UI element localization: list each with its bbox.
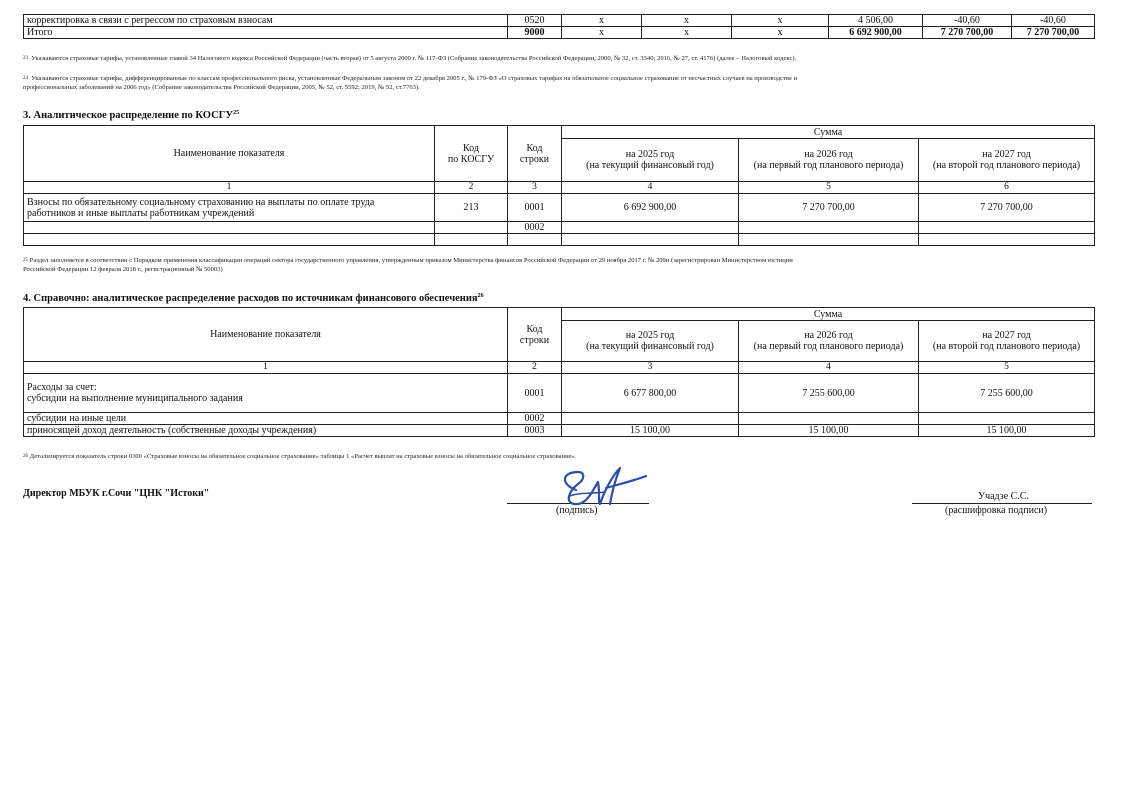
cell: 7 270 700,00 (1012, 27, 1095, 39)
cell: x (562, 27, 642, 39)
footnote-mark: 26 (23, 454, 28, 459)
header-year-2: на 2026 год (на первый год планового периода) (739, 321, 919, 362)
col-number: 5 (919, 362, 1095, 374)
cell: x (562, 15, 642, 27)
row-code: 0003 (508, 425, 562, 437)
header-year-3: на 2027 год (на второй год планового периода) (919, 321, 1095, 362)
row-code: 0002 (508, 222, 562, 234)
header-sum: Сумма (562, 308, 1095, 321)
col-number: 4 (562, 182, 739, 194)
cell (562, 222, 739, 234)
cell: 6 692 900,00 (562, 194, 739, 222)
col-number: 2 (508, 362, 562, 374)
row-code: 0001 (508, 194, 562, 222)
cell: 7 270 700,00 (919, 194, 1095, 222)
row-name (24, 222, 435, 234)
col-number: 3 (508, 182, 562, 194)
row-kosgu (435, 222, 508, 234)
col-number: 1 (24, 362, 508, 374)
cell: 15 100,00 (919, 425, 1095, 437)
header-code: Код строки (508, 308, 562, 362)
name-caption: (расшифровка подписи) (945, 505, 1048, 516)
cell (562, 234, 739, 246)
table-row (24, 413, 1095, 425)
signer-position: Директор МБУК г.Сочи "ЦНК "Истоки" (23, 488, 210, 499)
header-row (24, 308, 1095, 321)
cell (435, 234, 508, 246)
table-row (24, 194, 1095, 222)
cell: 7 255 600,00 (919, 374, 1095, 413)
header-year-2: на 2026 год (на первый год планового периода) (739, 139, 919, 182)
signer-name: Учадзе С.С. (978, 491, 1029, 502)
cell (919, 413, 1095, 425)
cell: 15 100,00 (739, 425, 919, 437)
col-number: 2 (435, 182, 508, 194)
col-number: 4 (739, 362, 919, 374)
header-name: Наименование показателя (24, 308, 508, 362)
footnote-text: Российской Федерации 12 февраля 2018 г., регистрационный № 50003) (23, 266, 223, 273)
name-line (912, 503, 1092, 504)
table-row (24, 425, 1095, 437)
cell (739, 234, 919, 246)
cell: x (642, 15, 732, 27)
row-name: субсидии на иные цели (24, 413, 508, 425)
number-row (24, 182, 1095, 194)
section-title-text: 3. Аналитическое распределение по КОСГУ (23, 110, 234, 121)
section-3-title (23, 110, 239, 121)
cell (919, 222, 1095, 234)
row-code: 0520 (508, 15, 562, 27)
table-row (24, 15, 1095, 27)
footnote-mark: 25 (23, 258, 28, 263)
footnote-text: Указываются страховые тарифы, дифференцированные по классам профессионального риска, установленные Федеральным законом от 22 декабря 2005 г., № 179-ФЗ «О страховых тарифах на обязательное социальное страхование от несчастных случаев на производстве и (31, 75, 798, 82)
cell (919, 234, 1095, 246)
row-name: корректировка в связи с регрессом по страховым взносам (24, 15, 508, 27)
header-year-1: на 2025 год (на текущий финансовый год) (562, 321, 739, 362)
col-number: 1 (24, 182, 435, 194)
cell (508, 234, 562, 246)
col-number: 5 (739, 182, 919, 194)
table-row (24, 222, 1095, 234)
footnote-26 (23, 452, 1103, 461)
footnote-24 (23, 74, 1108, 92)
footnote-text: Указываются страховые тарифы, установленные главой 34 Налогового кодекса Российской Федерации (часть вторая) от 5 августа 2000 г. № 117-ФЗ (Собрание законодательства Российской Федерации, 2000, № 32, ст. 3340; 2016, № 27, ст. 4176) (далее – Налоговый кодекс). (31, 55, 797, 62)
cell: 7 255 600,00 (739, 374, 919, 413)
col-number: 3 (562, 362, 739, 374)
footnote-mark: 23 (23, 56, 28, 61)
row-kosgu: 213 (435, 194, 508, 222)
col-number: 6 (919, 182, 1095, 194)
row-code: 9000 (508, 27, 562, 39)
cell (739, 413, 919, 425)
cell (562, 413, 739, 425)
cell: x (732, 27, 829, 39)
cell: -40,60 (1012, 15, 1095, 27)
row-name: Итого (24, 27, 508, 39)
row-code: 0002 (508, 413, 562, 425)
cell: x (732, 15, 829, 27)
table-row-empty (24, 234, 1095, 246)
signature-caption: (подпись) (556, 505, 598, 516)
footnote-text: профессиональных заболеваний на 2006 год» (Собрание законодательства Российской Федерации, 2005, № 52, ст. 5592; 2019, № 52, ст.7763). (23, 84, 420, 91)
header-name: Наименование показателя (24, 126, 435, 182)
footnote-text: Детализируется показатель строки 0300 «Страховые взносы на обязательное социальное страхование» таблицы 1 «Расчет выплат на страховые взносы на обязательное социальное страхование». (29, 453, 577, 460)
cell: 6 692 900,00 (829, 27, 923, 39)
row-name: Взносы по обязательному социальному страхованию на выплаты по оплате труда работников и иные выплаты работникам учреждений (24, 194, 435, 222)
cell (739, 222, 919, 234)
header-kosgu: Код по КОСГУ (435, 126, 508, 182)
row-name: Расходы за счет: субсидии на выполнение муниципального задания (24, 374, 508, 413)
cell: 15 100,00 (562, 425, 739, 437)
footnote-23 (23, 54, 1103, 63)
number-row (24, 362, 1095, 374)
footnote-mark: 26 (477, 293, 484, 299)
cell: 7 270 700,00 (739, 194, 919, 222)
cell: 6 677 800,00 (562, 374, 739, 413)
top-table (23, 14, 1095, 39)
kosgu-table (23, 125, 1095, 246)
table-row (24, 374, 1095, 413)
footnote-mark: 25 (233, 110, 240, 116)
cell: 7 270 700,00 (923, 27, 1012, 39)
cell: -40,60 (923, 15, 1012, 27)
sources-table (23, 307, 1095, 437)
row-code: 0001 (508, 374, 562, 413)
header-row (24, 126, 1095, 139)
cell: 4 506,00 (829, 15, 923, 27)
section-4-title (23, 293, 484, 304)
header-code: Код строки (508, 126, 562, 182)
cell (24, 234, 435, 246)
footnote-mark: 24 (23, 76, 28, 81)
header-sum: Сумма (562, 126, 1095, 139)
row-name: приносящей доход деятельность (собственные доходы учреждения) (24, 425, 508, 437)
header-year-1: на 2025 год (на текущий финансовый год) (562, 139, 739, 182)
header-year-3: на 2027 год (на второй год планового периода) (919, 139, 1095, 182)
footnote-text: Раздел заполняется в соответствии с Порядком применения классификации операций сектора государственного управления, утвержденным приказом Министерства финансов Российской Федерации от 29 ноября 2017 г. № 209н (зарегистрирован Министерством юстиции (29, 257, 793, 264)
section-title-text: 4. Справочно: аналитическое распределение расходов по источникам финансового обеспечения (23, 293, 478, 304)
table-row (24, 27, 1095, 39)
footnote-25 (23, 256, 1103, 274)
cell: x (642, 27, 732, 39)
